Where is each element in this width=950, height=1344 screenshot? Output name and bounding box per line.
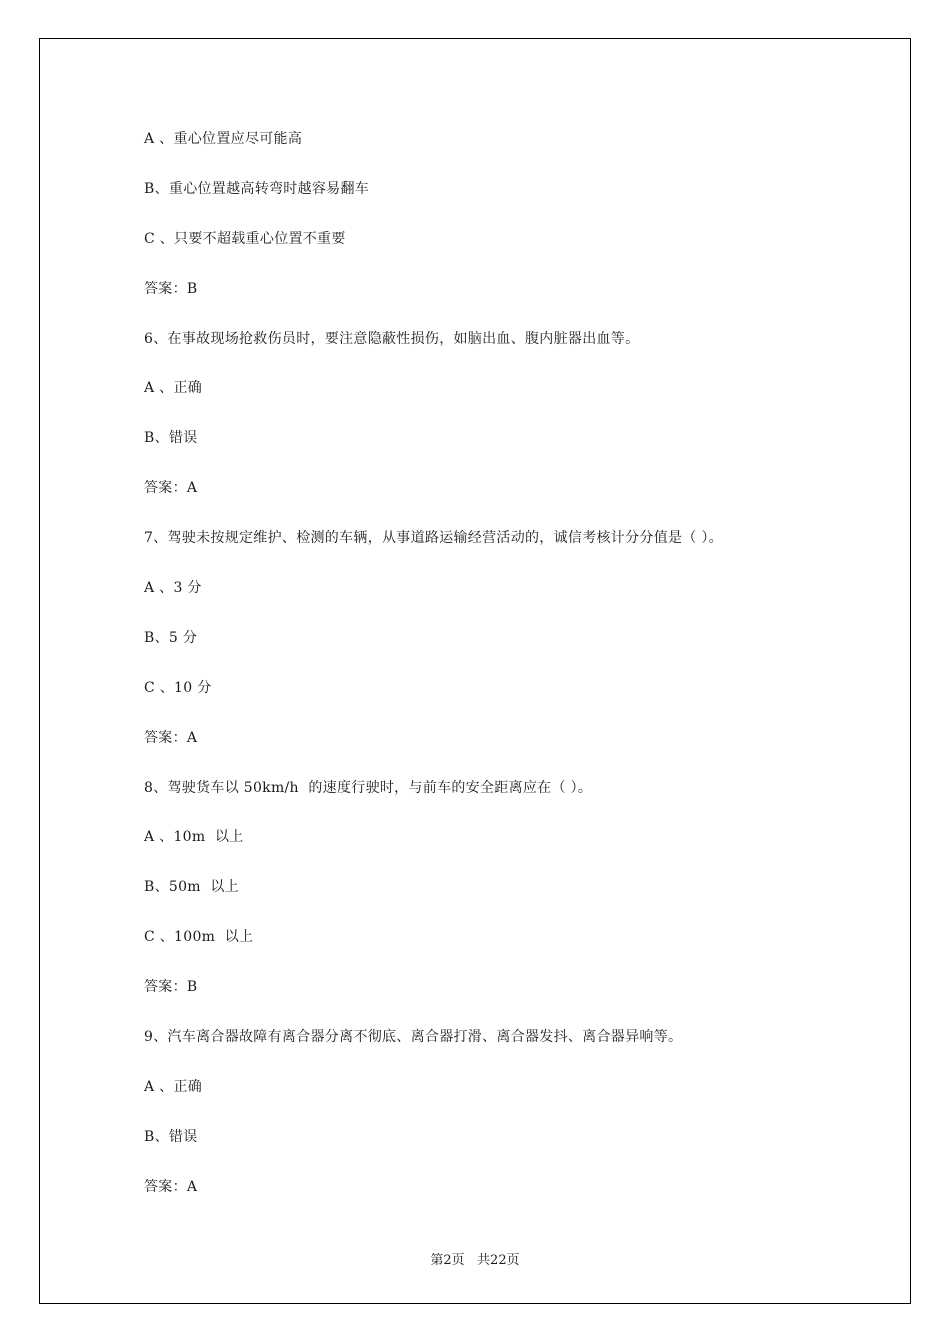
option-b: B、错误: [144, 1128, 198, 1145]
question-6: 6、在事故现场抢救伤员时，要注意隐蔽性损伤，如脑出血、腹内脏器出血等。: [144, 330, 640, 347]
question-9: 9、汽车离合器故障有离合器分离不彻底、离合器打滑、离合器发抖、离合器异响等。: [144, 1029, 683, 1046]
question-7: 7、驾驶未按规定维护、检测的车辆，从事道路运输经营活动的，诚信考核计分分值是（ ）。: [144, 530, 723, 547]
question-8: 8、驾驶货车以 50km/h 的速度行驶时，与前车的安全距离应在（ ）。: [144, 779, 593, 796]
option-c: C 、10 分: [144, 679, 212, 696]
document-body: [144, 128, 884, 1226]
option-b: B、5 分: [144, 629, 198, 646]
option-a: A 、正确: [144, 1078, 203, 1095]
answer: 答案：B: [144, 280, 198, 297]
option-b: B、错误: [144, 430, 198, 447]
option-c: C 、100m 以上: [144, 929, 254, 946]
option-a: A 、重心位置应尽可能高: [144, 131, 303, 147]
answer: 答案：A: [144, 480, 198, 497]
answer: 答案：A: [144, 729, 198, 746]
answer: 答案：B: [144, 979, 198, 996]
answer: 答案：A: [144, 1178, 198, 1195]
option-a: A 、10m 以上: [144, 829, 244, 846]
page-number-footer: 第2页 共22页: [430, 1253, 520, 1268]
option-c: C 、只要不超载重心位置不重要: [144, 230, 346, 247]
option-b: B、50m 以上: [144, 879, 239, 896]
option-b: B、重心位置越高转弯时越容易翻车: [144, 180, 370, 197]
option-a: A 、正确: [144, 380, 203, 397]
option-a: A 、3 分: [144, 580, 202, 597]
